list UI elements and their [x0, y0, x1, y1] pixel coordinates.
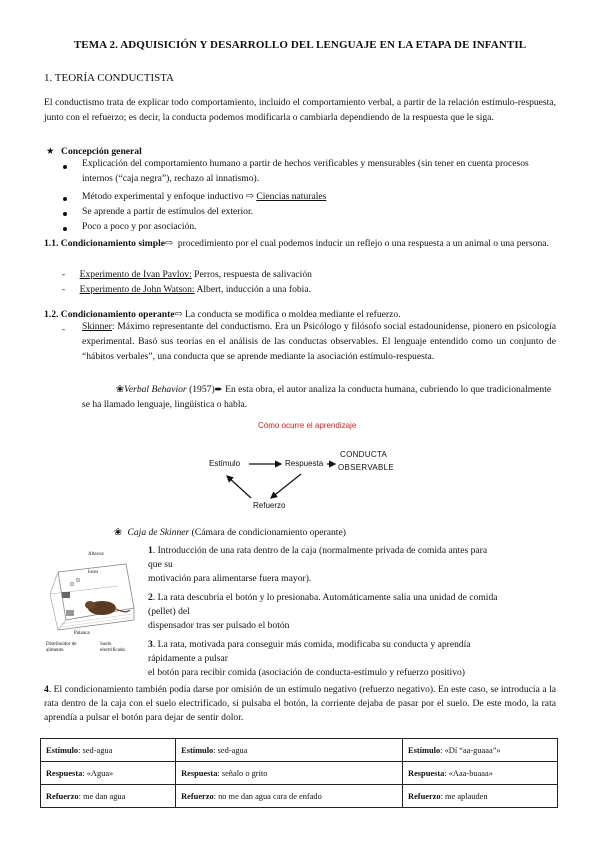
skinner-paragraph	[82, 320, 556, 364]
step-3-line3: el botón para recibir comida (asociación de conducta-estímulo y refuerzo positivo)	[148, 667, 466, 678]
table-cell	[403, 762, 558, 785]
step-1-number: 1	[148, 545, 153, 556]
page-title: TEMA 2. ADQUISICIÓN Y DESARROLLO DEL LENGUAJE EN LA ETAPA DE INFANTIL	[73, 39, 527, 51]
section-heading-teoria-conductista: 1. TEORÍA CONDUCTISTA	[44, 72, 175, 84]
star-icon: ★	[46, 146, 55, 157]
table-cell	[403, 785, 558, 808]
cell-label: Estímulo	[46, 745, 79, 755]
step-1-line1	[148, 544, 487, 557]
pavlov-text: Perros, respuesta de salivación	[191, 269, 312, 280]
step-3-line1	[148, 638, 471, 651]
label-suelo: Suelo electrificado	[100, 642, 125, 653]
section-1-2-heading: 1.2. Condicionamiento operante	[44, 309, 175, 320]
dash-marker: -	[62, 324, 66, 335]
diagram-respuesta: Respuesta	[285, 459, 324, 468]
cell-value: : sed-agua	[213, 745, 248, 755]
cell-label: Estímulo	[181, 745, 214, 755]
section-1-1-heading: 1.1. Condicionamiento simple	[44, 238, 165, 249]
step-1-line2: que su	[148, 559, 173, 570]
arrow-right-icon: ⇨	[174, 309, 183, 320]
verbal-behavior-paragraph	[82, 383, 556, 413]
watson-label: Experimento de John Watson:	[79, 284, 195, 295]
cell-value: : sed-agua	[78, 745, 113, 755]
caja-skinner-heading	[114, 526, 346, 539]
step-1-line3: motivación para alimentarse fuera mayor).	[148, 573, 312, 584]
skinner-box-illustration	[44, 550, 140, 636]
verbal-behavior-title: Verbal Behavior	[124, 384, 187, 395]
table-cell	[41, 785, 176, 808]
diagram-conducta-line2: OBSERVABLE	[338, 463, 395, 472]
section-1-1	[44, 237, 556, 252]
pavlov-item	[62, 268, 312, 281]
flower-icon: ❀	[114, 527, 123, 538]
table-row	[41, 762, 558, 785]
step-3-line2: rápidamente a pulsar	[148, 653, 228, 664]
diagram-conducta-line1: CONDUCTA	[340, 450, 388, 459]
cell-value: : me dan agua	[78, 791, 126, 801]
section-1-2-text: La conducta se modifica o moldea mediante el refuerzo.	[182, 309, 401, 320]
cell-value: : «Aaa-buaaa»	[444, 768, 493, 778]
flower-icon: ❀	[116, 384, 125, 395]
table-cell	[41, 739, 176, 762]
arrow-refuerzo-estimulo	[227, 476, 251, 498]
arrow-right-icon: ⇨	[165, 238, 174, 249]
diagram-refuerzo: Refuerzo	[253, 501, 286, 510]
step-3-number: 3	[148, 639, 153, 650]
cell-label: Respuesta	[408, 768, 445, 778]
diagram-title: Cómo ocurre el aprendizaje	[258, 421, 357, 430]
cell-label: Respuesta	[46, 768, 83, 778]
bullet-icon	[63, 197, 67, 201]
table-cell	[403, 739, 558, 762]
bullet-icon	[63, 165, 67, 169]
skinner-label: Skinner	[82, 321, 112, 332]
table-row	[41, 739, 558, 762]
cell-value: : «Agua»	[82, 768, 114, 778]
section-1-1-text: procedimiento por el cual podemos inducir un reflejo o una respuesta a un animal o una persona.	[177, 238, 549, 249]
cell-value: : no me dan agua cara de enfado	[213, 791, 322, 801]
watson-text: Albert, inducción a una fobia.	[194, 284, 312, 295]
cell-label: Refuerzo	[181, 791, 214, 801]
diagram-estimulo: Estímulo	[209, 459, 241, 468]
pointing-arrow-icon: ➨	[214, 384, 223, 395]
label-luces: luces	[88, 570, 99, 575]
arrow-right-icon: ⇨	[245, 191, 254, 202]
dash-marker: -	[62, 284, 66, 295]
pavlov-label: Experimento de Ivan Pavlov:	[79, 269, 192, 280]
step-2-line2: (pellet) del	[148, 606, 190, 617]
cell-label: Refuerzo	[46, 791, 79, 801]
cell-value: : me aplauden	[440, 791, 488, 801]
concepcion-heading-text: Concepción general	[61, 146, 142, 157]
concepcion-item-3: Se aprende a partir de estímulos del exterior.	[82, 206, 254, 217]
cell-value: : «Dí “aa-guaaa”»	[440, 745, 501, 755]
step-3-text: . La rata, motivada para conseguir más comida, modificaba su conducta y aprendía	[152, 639, 471, 650]
bullet-icon	[63, 227, 67, 231]
bullet-icon	[63, 212, 67, 216]
concepcion-item-1: Explicación del comportamiento humano a partir de hechos verificables y mensurables (sin tener en cuenta procesos internos (“caja negra”), rechazo al innatismo).	[82, 158, 529, 184]
arrow-respuesta-refuerzo	[271, 474, 301, 498]
step-2-line1	[148, 591, 498, 604]
table-row	[41, 785, 558, 808]
cell-label: Estímulo	[408, 745, 441, 755]
step-2-number: 2	[148, 592, 153, 603]
dash-marker: -	[62, 269, 66, 280]
step-2-line3: dispensador tras ser pulsado el botón	[148, 620, 290, 631]
verbal-behavior-text: En esta obra, el autor analiza la conducta humana, cubriendo lo que tradicionalmente se ha llamado lenguaje, lingüística o habla.	[82, 384, 552, 410]
table-cell	[41, 762, 176, 785]
step-4-number: 4	[44, 684, 49, 695]
step-4-text: . El condicionamiento también podía darse por omisión de un estímulo negativo (refuerzo negativo). En este caso, se introducía a la rata dentro de la caja con el suelo electrificado, si pulsaba el botón, la corriente dejaba de pasar por el suelo. De este modo, la rata aprendía a pulsar el botón para dejar de sentir dolor.	[44, 684, 556, 723]
watson-item	[62, 283, 311, 296]
examples-table	[40, 738, 558, 808]
ciencias-naturales-link: Ciencias naturales	[256, 191, 327, 202]
concepcion-item-2	[82, 190, 326, 203]
label-altavoz: Altavoz	[88, 552, 104, 557]
verbal-behavior-year: (1957)	[186, 384, 215, 395]
concepcion-item-4: Poco a poco y por asociación.	[82, 221, 197, 232]
cell-label: Respuesta	[181, 768, 218, 778]
label-dispensador: Distribuidor de alimento	[46, 642, 77, 653]
cell-value: : señalo o grito	[217, 768, 268, 778]
step-4-paragraph	[44, 683, 556, 725]
caja-skinner-title: Caja de Skinner	[127, 527, 190, 538]
table-cell	[176, 785, 403, 808]
caja-skinner-subtitle: (Cámara de condicionamiento operante)	[189, 527, 346, 538]
cell-label: Refuerzo	[408, 791, 441, 801]
table-cell	[176, 762, 403, 785]
label-palanca: Palanca	[74, 631, 90, 636]
concepcion-item-2-text: Método experimental y enfoque inductivo	[82, 191, 244, 202]
table-cell	[176, 739, 403, 762]
step-2-text: . La rata descubría el botón y lo presionaba. Automáticamente salía una unidad de comida	[152, 592, 498, 603]
step-1-text: . Introducción de una rata dentro de la caja (normalmente privada de comida antes para	[152, 545, 488, 556]
skinner-text: : Máximo representante del conductismo. Era un Psicólogo y filósofo social estadounidense, pionero en psicología experimental. Basó sus teorías en el análisis de las conductas observables. El lenguaje entendido como un conjunto de “hábitos verbales”, una conducta que se aprende mediante la asociación estímulo-respuesta.	[82, 321, 556, 362]
intro-paragraph: El conductismo trata de explicar todo comportamiento, incluido el comportamiento verbal, a partir de la relación estímulo-respuesta, junto con el refuerzo; es decir, la conducta podemos modificarla o cambiarla dependiendo de la respuesta que le siga.	[44, 97, 556, 123]
